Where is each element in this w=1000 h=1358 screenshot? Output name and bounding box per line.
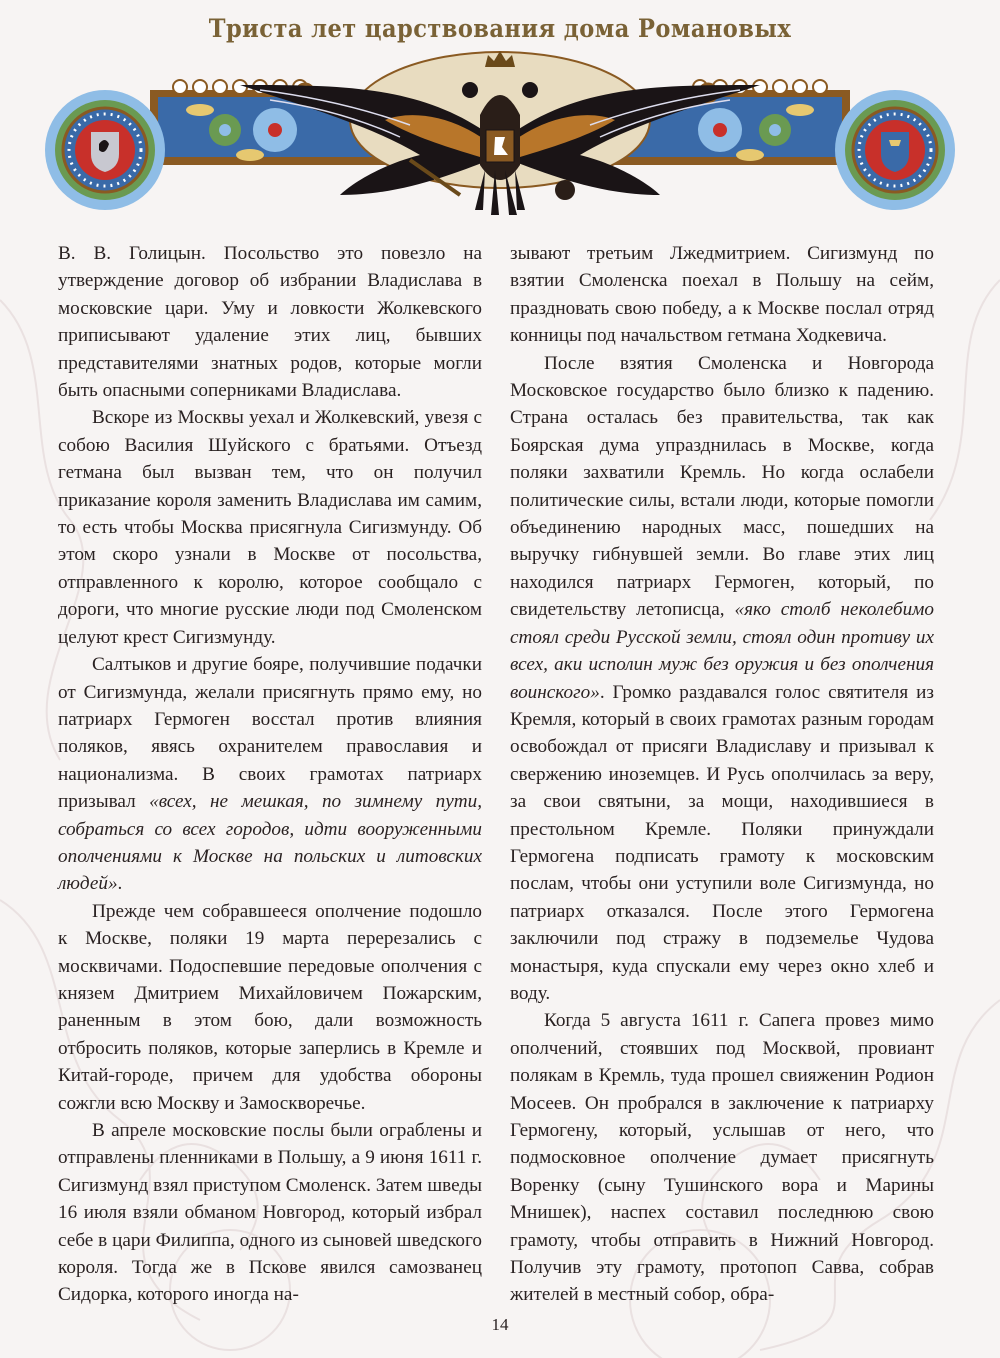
paragraph	[58, 404, 482, 651]
paragraph	[510, 240, 934, 350]
paragraph	[58, 240, 482, 404]
text-run: .	[117, 873, 123, 895]
page-number: 14	[491, 1315, 509, 1334]
text-run: Прежде чем собравшееся ополчение подошло к Москве, поляки 19 марта перерезались с москвичами. Подоспевшие передовые ополчения с князем Дмитрием Михайловичем Пожарским, раненным в этом бою, дали возможность отбросить поляков, которые заперлись в Кремле и Китай-городе, причем для удобства обороны сожгли всю Москву и Замоскворечье.	[58, 900, 482, 1114]
text-run: В апреле московские послы были ограблены и отправлены пленниками в Польшу, а 9 июня 1611 г. Сигизмунд взял приступом Смоленск. Затем шведы 16 июля взяли обманом Новгород, который избрал себе в цари Филиппа, одного из сыновей шведского короля. Тогда же в Пскове явился самозванец Сидорка, которого иногда на-	[58, 1120, 482, 1306]
quotation: «всех, не мешкая, по зимнему пути, собраться со всех городов, идти вооруженными ополчениями к Москве на польских и литовских людей»	[58, 791, 482, 895]
text-run: В. В. Голицын. Посольство это повезло на утверждение договор об избрании Владислава в московские цари. Уму и ловкости Жолкевского приписывают удаление этих лиц, бывших представителями знатных родов, которые могли быть опасными соперниками Владислава.	[58, 243, 482, 402]
right-column	[510, 240, 934, 1309]
text-run: зывают третьим Лжедмитрием. Сигизмунд по взятии Смоленска поехал в Польшу на сейм, праздновать свою победу, а к Москве послал отряд конницы под начальством гетмана Ходкевича.	[510, 243, 934, 347]
running-title: Триста лет царствования дома Романовых	[208, 14, 792, 43]
text-run: Когда 5 августа 1611 г. Сапега провез мимо ополчений, стоявших под Москвой, провиант полякам в Кремль, туда прошел свияженин Родион Мосеев. Он пробрался в заключение к патриарху Гермогену, который, услышав от него, что подмосковное ополчение думает присягнуть Воренку (сыну Тушинского вора и Марины Мнишек), наспех составил последнюю свою грамоту, чтобы отправить в Нижний Новгород. Получив эту грамоту, протопоп Савва, собрав жителей в местный собор, обра-	[510, 1010, 934, 1306]
text-run: Салтыков и другие бояре, получившие подачки от Сигизмунда, желали присягнуть прямо ему, но патриарх Гермоген восстал против влияния поляков, явясь охранителем православия и национализма. В своих грамотах патриарх призывал	[58, 654, 482, 813]
paragraph	[510, 350, 934, 1008]
paragraph	[58, 651, 482, 898]
paragraph	[510, 1007, 934, 1308]
left-column	[58, 240, 482, 1309]
text-run: Вскоре из Москвы уехал и Жолкевский, увезя с собою Василия Шуйского с братьями. Отъезд гетмана был вызван тем, что он получил приказание короля заменить Владислава им самим, то есть чтобы Москва присягнула Сигизмунду. Об этом скоро узнали в Москве от посольства, отправленного к королю, которое сообщало с дороги, что многие русские люди под Смоленском целуют крест Сигизмунду.	[58, 407, 482, 648]
quotation: «яко столб неколебимо стоял среди Русской земли, стоял один противу их всех, аки исполин муж без оружия и без ополчения воинского»	[510, 599, 934, 703]
text-run: . Громко раздавался голос святителя из Кремля, который в своих грамотах разным городам освобождал от присяги Владиславу и призывал к свержению иноземцев. И Русь ополчилась за веру, за свои святыни, за мощи, находившиеся в престольном Кремле. Поляки принуждали Гермогена подписать грамоту к московским послам, чтобы они уступили воле Сигизмунда, но патриарх отказался. После этого Гермогена заключили под стражу в подземелье Чудова монастыря, куда спускали ему через окно хлеб и воду.	[510, 681, 934, 1004]
paragraph	[58, 1117, 482, 1309]
paragraph	[58, 898, 482, 1117]
double-headed-eagle-banner-icon	[40, 45, 960, 235]
text-run: После взятия Смоленска и Новгорода Московское государство было близко к падению. Страна осталась без правительства, так как Боярская дума упразднилась в Москве, когда поляки захватили Кремль. Но когда ослабели политические силы, встали люди, которые помогли объединению народных масс, пошедших на выручку гибнувшей земли. Во главе этих лиц находился патриарх Гермоген, который, по свидетельству летописца,	[510, 352, 934, 621]
